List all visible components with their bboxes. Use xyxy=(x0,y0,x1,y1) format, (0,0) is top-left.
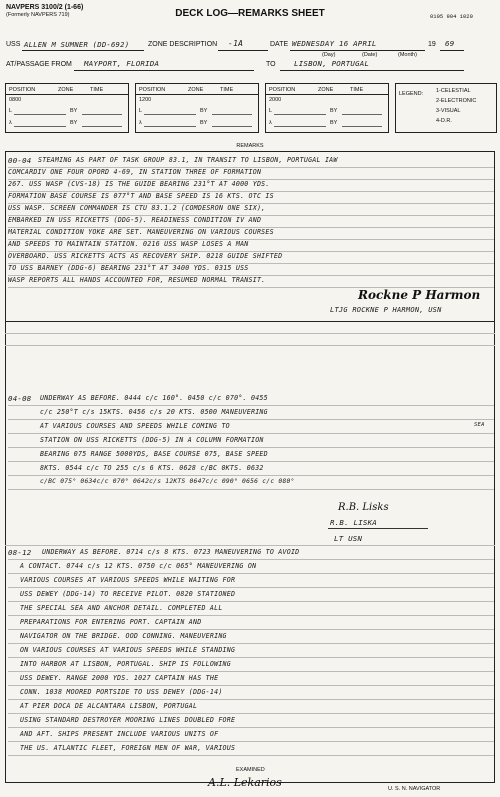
by-label: BY xyxy=(70,108,78,114)
position-label: POSITION xyxy=(9,87,36,93)
ship-name: ALLEN M SUMNER (DD-692) xyxy=(24,40,130,49)
log-line: AT PIER DOCA DE ALCANTARA LISBON, PORTUGAL xyxy=(20,702,198,710)
harmon-signature: Rockne P Harmon xyxy=(358,288,481,302)
by-label: BY xyxy=(330,108,338,114)
time-label: TIME xyxy=(90,87,104,93)
zone-description-label: ZONE DESCRIPTION xyxy=(148,41,218,48)
log-line: THE US. ATLANTIC FLEET, FOREIGN MEN OF WAR, VARIOUS xyxy=(20,744,236,752)
signer-rank: LT USN xyxy=(334,534,363,543)
position-box-0800: POSITION ZONE TIME 0800 L BY λ BY xyxy=(5,83,129,133)
margin-note: SEA xyxy=(474,422,485,428)
log-line: CONN. 1038 MOORED PORTSIDE TO USS DEWEY (DDG-14) xyxy=(20,688,223,696)
year-prefix: 19 xyxy=(428,41,436,48)
log-line: BEARING 075 RANGE 5000YDS, BASE COURSE 075, BASE SPEED xyxy=(40,450,268,458)
signer-name: LTJG ROCKNE P HARMON, USN xyxy=(330,306,442,314)
time-label: TIME xyxy=(220,87,234,93)
log-line: INTO HARBOR AT LISBON, PORTUGAL. SHIP IS FOLLOWING xyxy=(20,660,231,668)
to-label: TO xyxy=(266,61,276,68)
legend-item: 4-D.R. xyxy=(436,118,452,124)
legend-item: 1-CELESTIAL xyxy=(436,88,471,94)
by-label: BY xyxy=(70,120,78,126)
legend-item: 2-ELECTRONIC xyxy=(436,98,477,104)
zone-description-value: -1A xyxy=(228,39,244,48)
zone-label: ZONE xyxy=(318,87,334,93)
year-value: 69 xyxy=(445,39,455,48)
liska-signature: R.B. Lisks xyxy=(338,502,389,513)
log-line: VARIOUS COURSES AT VARIOUS SPEEDS WHILE WAITING FOR xyxy=(20,576,236,584)
position-box-1200: POSITION ZONE TIME 1200 L BY λ BY xyxy=(135,83,259,133)
log-line: STEAMING AS PART OF TASK GROUP 83.1, IN TRANSIT TO LISBON, PORTUGAL IAW xyxy=(38,156,338,164)
form-former-id: (Formerly NAVPERS 719) xyxy=(6,12,70,18)
log-line: USS DEWEY (DDG-14) TO RECEIVE PILOT. 0820 STATIONED xyxy=(20,590,236,598)
log-line: AT VARIOUS COURSES AND SPEEDS WHILE COMING TO xyxy=(40,422,230,430)
log-line: USS WASP. SCREEN COMMANDER IS CTU 83.1.2 (COMDESRON ONE SIX), xyxy=(8,204,266,212)
passage-from: MAYPORT, FLORIDA xyxy=(84,59,160,68)
log-line: USS DEWEY. RANGE 2000 YDS. 1027 CAPTAIN HAS THE xyxy=(20,674,219,682)
date-caption: (Date) xyxy=(362,52,378,58)
position-label: POSITION xyxy=(269,87,296,93)
by-label: BY xyxy=(200,108,208,114)
time-label: TIME xyxy=(350,87,364,93)
log-line: c/BC 075° 0634c/c 070° 0642c/s 12KTS 0647c/c 090° 0656 c/c 080° xyxy=(40,478,295,485)
watch-time: 00-04 xyxy=(8,156,32,165)
stock-number: 0105 904 1020 xyxy=(430,13,473,20)
remarks-label: REMARKS xyxy=(236,143,264,149)
passage-label: AT/PASSAGE FROM xyxy=(6,61,72,68)
legend-item: 3-VISUAL xyxy=(436,108,461,114)
signer-name: R.B. LISKA xyxy=(330,518,377,527)
position-label: POSITION xyxy=(139,87,166,93)
legend-box xyxy=(395,83,497,133)
legend-label: LEGEND: xyxy=(399,91,424,97)
log-line: EMBARKED IN USS RICKETTS (DDG-5). READINESS CONDITION IV AND xyxy=(8,216,262,224)
log-line: NAVIGATOR ON THE BRIDGE. OOD CONNING. MANEUVERING xyxy=(20,632,227,640)
uss-label: USS xyxy=(6,41,21,48)
log-line: WASP REPORTS ALL HANDS ACCOUNTED FOR, RESUMED NORMAL TRANSIT. xyxy=(8,276,266,284)
log-line: ON VARIOUS COURSES AT VARIOUS SPEEDS WHILE STANDING xyxy=(20,646,236,654)
log-line: c/c 250°T c/s 15KTS. 0456 c/s 20 KTS. 0500 MANEUVERING xyxy=(40,408,268,416)
position-time: 1200 xyxy=(139,97,152,103)
passage-to: LISBON, PORTUGAL xyxy=(294,59,370,68)
log-line: FORMATION BASE COURSE IS 077°T AND BASE SPEED IS 16 KTS. OTC IS xyxy=(8,192,274,200)
by-label: BY xyxy=(200,120,208,126)
month-caption: (Month) xyxy=(398,52,417,58)
position-time: 2000 xyxy=(269,97,282,103)
log-line: OVERBOARD. USS RICKETTS ACTS AS RECOVERY SHIP. 0218 GUIDE SHIFTED xyxy=(8,252,283,260)
navigator-caption: U. S. N. NAVIGATOR xyxy=(388,786,441,792)
log-line: A CONTACT. 0744 c/s 12 KTS. 0750 c/c 065° MANEUVERING ON xyxy=(20,562,257,570)
log-line: 267. USS WASP (CVS-18) IS THE GUIDE BEARING 231°T AT 4000 YDS. xyxy=(8,180,270,188)
log-line: 8KTS. 0544 c/c TO 255 c/s 6 KTS. 0628 c/BC 0KTS. 0632 xyxy=(40,464,264,472)
log-line: STATION ON USS RICKETTS (DDG-5) IN A COLUMN FORMATION xyxy=(40,436,264,444)
position-time: 0800 xyxy=(9,97,22,103)
log-line: MATERIAL CONDITION YOKE ARE SET. MANEUVERING ON VARIOUS COURSES xyxy=(8,228,274,236)
date-value: WEDNESDAY 16 APRIL xyxy=(292,39,377,48)
zone-label: ZONE xyxy=(58,87,74,93)
log-line: UNDERWAY AS BEFORE. 0444 c/c 160°. 0450 c/c 070°. 0455 xyxy=(40,394,268,402)
log-line: COMCARDIV ONE FOUR OPORD 4-69, IN STATION THREE OF FORMATION xyxy=(8,168,262,176)
log-line: AND SPEEDS TO MAINTAIN STATION. 0216 USS WASP LOSES A MAN xyxy=(8,240,249,248)
log-line: TO USS BARNEY (DDG-6) BEARING 231°T AT 3400 YDS. 0315 USS xyxy=(8,264,249,272)
log-line: UNDERWAY AS BEFORE. 0714 c/s 8 KTS. 0723 MANEUVERING TO AVOID xyxy=(42,548,300,556)
examined-label: EXAMINED xyxy=(236,767,265,773)
zone-label: ZONE xyxy=(188,87,204,93)
by-label: BY xyxy=(330,120,338,126)
log-line: USING STANDARD DESTROYER MOORING LINES DOUBLED FORE xyxy=(20,716,236,724)
watch-time: 04-08 xyxy=(8,394,32,403)
day-caption: (Day) xyxy=(322,52,336,58)
position-box-2000: POSITION ZONE TIME 2000 L BY λ BY xyxy=(265,83,389,133)
form-id: NAVPERS 3100/2 (1-66) xyxy=(6,4,84,11)
navigator-signature: A.L. Lekarios xyxy=(208,776,282,789)
date-label: DATE xyxy=(270,41,289,48)
sheet-title: DECK LOG—REMARKS SHEET xyxy=(175,8,325,19)
log-line: THE SPECIAL SEA AND ANCHOR DETAIL. COMPLETED ALL xyxy=(20,604,223,612)
watch-time: 08-12 xyxy=(8,548,32,557)
log-line: PREPARATIONS FOR ENTERING PORT. CAPTAIN AND xyxy=(20,618,202,626)
log-line: AND AFT. SHIPS PRESENT INCLUDE VARIOUS UNITS OF xyxy=(20,730,219,738)
